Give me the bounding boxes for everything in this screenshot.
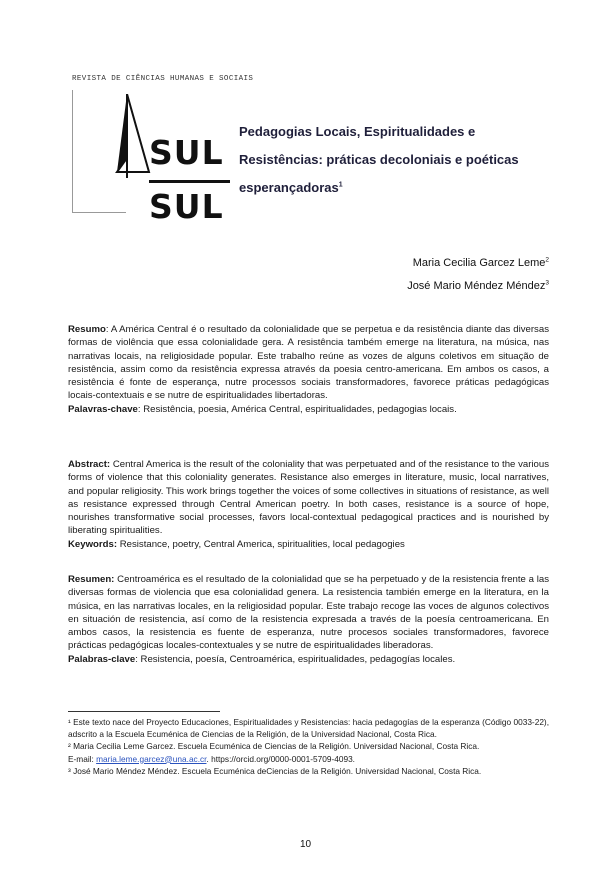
abstract-label: Resumo — [68, 324, 106, 335]
keywords-text: : Resistência, poesia, América Central, espiritualidades, pedagogias locais. — [137, 403, 457, 415]
email-link[interactable]: maria.leme.garcez@una.ac.cr — [96, 753, 207, 764]
footnote-2-contact — [68, 753, 549, 765]
abstract-english — [68, 458, 549, 551]
abstract-text: : A América Central é o resultado da colonialidade que se perpetua e da resistência diante das diversas formas de violência que essa colonialidade gera. A resistência também emerge na literatura, na música, nas narrativas locais, na religiosidade popular. Este trabalho reúne as vozes de alguns coletivos em situação de resistência, assim como da resistência expressa através da poesia centro-americana. Em ambos os casos, a resistência é fonte de esperança, nutre processos sociais transformadores, favorece práticas pedagógicas locais-contextuais e se nutre de espiritualidades libertadoras. — [68, 324, 549, 402]
keywords-label: Palavras-chave — [68, 403, 138, 415]
abstract-portuguese — [68, 323, 549, 416]
footnotes — [68, 716, 549, 777]
author-name: José Mario Méndez Méndez — [407, 280, 546, 292]
title-footnote-ref[interactable]: 1 — [338, 181, 343, 189]
logo-text-bottom: SUL — [149, 187, 224, 226]
footnote-separator — [68, 711, 220, 712]
author-footnote-ref[interactable]: 2 — [545, 256, 549, 264]
abstract-label: Resumen: — [68, 574, 115, 585]
logo-sail-icon — [115, 94, 151, 178]
article-title-text: Pedagogias Locais, Espiritualidades e Resistências: práticas decoloniais e poéticas esperançadoras — [239, 124, 519, 195]
abstract-text: Central America is the result of the coloniality that was perpetuated and of the resistance to the various forms of violence that this coloniality generates. Resistance also emerges in literature, music, local narratives, and popular religiosity. This work brings together the voices of some collectives in situations of resistance, as well as resistance expressed through Central American poetry. In both cases, resistance is a source of hope, nourishes transformative social processes, favors local-contextual pedagogical practices and is nourished by liberating spiritualities. — [68, 459, 549, 537]
keywords-label: Palabras-clave — [68, 653, 136, 665]
author-2 — [407, 280, 549, 292]
keywords-label: Keywords: — [68, 538, 118, 550]
article-title — [239, 118, 539, 202]
orcid-text: . https://orcid.org/0000-0001-5709-4093. — [206, 753, 355, 764]
logo-divider — [149, 180, 230, 183]
author-name: Maria Cecilia Garcez Leme — [412, 257, 546, 269]
keywords-text: Resistance, poetry, Central America, spiritualities, local pedagogies — [117, 538, 405, 550]
author-footnote-ref[interactable]: 3 — [545, 279, 549, 287]
footnote-2: ² Maria Cecilia Leme Garcez. Escuela Ecuménica de Ciencias de la Religión. Universidad Nacional, Costa Rica. — [68, 741, 480, 752]
author-1 — [413, 257, 549, 269]
abstract-spanish — [68, 573, 549, 666]
abstract-text: Centroamérica es el resultado de la colonialidad que se ha perpetuado y de la resistencia frente a las diversas formas de violencia que esa colonialidad genera. La resistencia también emerge en la literatura, en la música, en las narrativas locales, en la religiosidad popular. Este trabajo recoge las voces de algunos colectivos en situación de resistencia, así como de la resistencia expresada a través de la poesía centroamericana. En ambos casos, la resistencia es fuente de esperanza, nutre procesos sociales transformadores, favorece prácticas pedagógicas locales-contextuales y se nutre de espiritualidades liberadoras. — [68, 574, 549, 652]
page-number: 10 — [299, 839, 312, 850]
footnote-1: ¹ Este texto nace del Proyecto Educaciones, Espiritualidades y Resistencias: hacia pedagogías de la esperanza (Código 0033-22), adscrito a la Escuela Ecuménica de Ciencias de la Religión, de la Universidad Nacional, Costa Rica. — [68, 717, 549, 740]
abstract-label: Abstract: — [68, 459, 111, 470]
keywords-text: : Resistencia, poesía, Centroamérica, espiritualidades, pedagogías locales. — [135, 653, 456, 665]
logo-text-top: SUL — [149, 133, 224, 172]
footnote-3: ³ José Mario Méndez Méndez. Escuela Ecuménica deCiencias de la Religión. Universidad Nacional, Costa Rica. — [68, 765, 482, 776]
journal-name: REVISTA DE CIÊNCIAS HUMANAS E SOCIAIS — [72, 75, 254, 83]
email-label: E-mail: — [68, 753, 97, 764]
logo-frame-base — [72, 212, 126, 213]
logo-frame-line — [72, 90, 73, 212]
